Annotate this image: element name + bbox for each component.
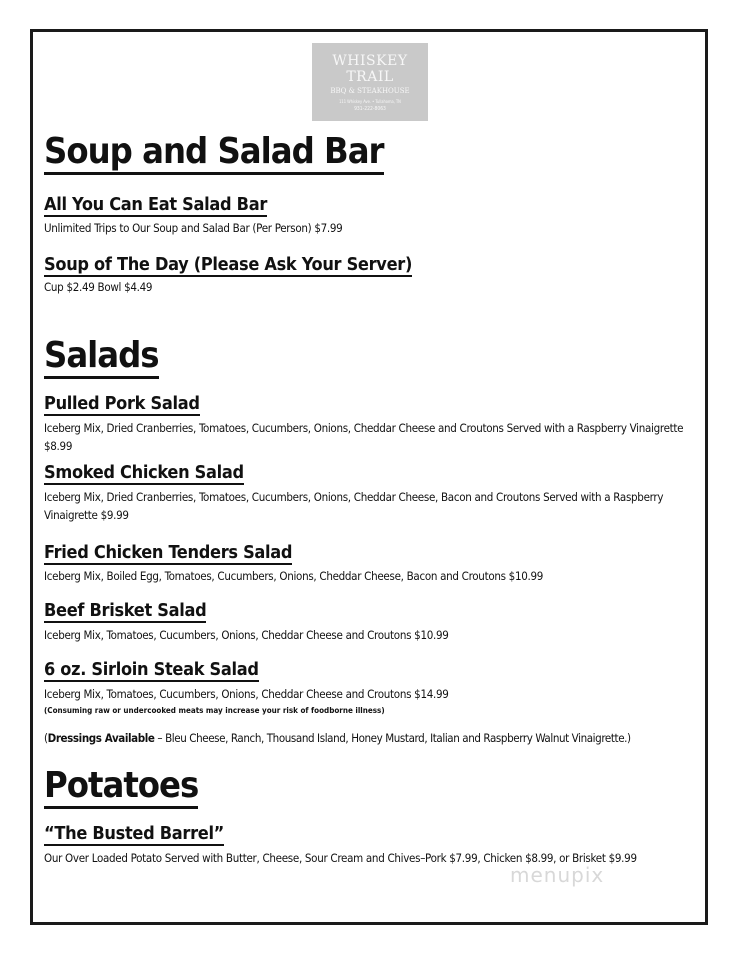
menu-item-desc: Iceberg Mix, Boiled Egg, Tomatoes, Cucumbers, Onions, Cheddar Cheese, Bacon and Croutons $10.99 xyxy=(44,569,544,583)
menu-item-desc: Iceberg Mix, Tomatoes, Cucumbers, Onions, Cheddar Cheese and Croutons $10.99 xyxy=(44,628,449,642)
menu-item-name: 6 oz. Sirloin Steak Salad xyxy=(44,659,259,680)
foodborne-disclaimer: (Consuming raw or undercooked meats may increase your risk of foodborne illness) xyxy=(44,706,385,715)
menu-item-desc: Iceberg Mix, Tomatoes, Cucumbers, Onions, Cheddar Cheese and Croutons $14.99 xyxy=(44,687,449,701)
menu-item-name: Beef Brisket Salad xyxy=(44,600,207,621)
menu-item-name: Soup of The Day (Please Ask Your Server) xyxy=(44,254,413,275)
menu-item-desc: Iceberg Mix, Dried Cranberries, Tomatoes, Cucumbers, Onions, Cheddar Cheese and Croutons Served with a Raspberry Vinaigrette $8.99 xyxy=(44,421,684,453)
logo-address: 111 Whiskey Ave. • Tullahoma, TN xyxy=(339,99,401,104)
section-heading-soup-salad: Soup and Salad Bar xyxy=(44,134,384,175)
menu-item-name: “The Busted Barrel” xyxy=(44,823,225,844)
dressings-list: Bleu Cheese, Ranch, Thousand Island, Honey Mustard, Italian and Raspberry Walnut Vinaigrette.) xyxy=(165,731,631,745)
menu-item-desc: Iceberg Mix, Dried Cranberries, Tomatoes, Cucumbers, Onions, Cheddar Cheese, Bacon and Croutons Served with a Raspberry Vinaigrette $9.99 xyxy=(44,490,664,522)
logo-subtitle: BBQ & STEAKHOUSE xyxy=(330,87,410,95)
menu-item-name: All You Can Eat Salad Bar xyxy=(44,194,268,215)
menu-item-name: Smoked Chicken Salad xyxy=(44,462,244,483)
logo-name: WHISKEY TRAIL xyxy=(332,53,408,85)
section-heading-potatoes: Potatoes xyxy=(44,768,198,809)
menu-item-desc: Unlimited Trips to Our Soup and Salad Bar (Per Person) $7.99 xyxy=(44,221,343,235)
watermark: menupix xyxy=(510,863,605,887)
menu-item-desc: Cup $2.49 Bowl $4.49 xyxy=(44,280,153,294)
menu-item-desc: Our Over Loaded Potato Served with Butter, Cheese, Sour Cream and Chives–Pork $7.99, Chicken $8.99, or Brisket $9.99 xyxy=(44,851,637,865)
restaurant-logo xyxy=(312,43,428,121)
logo-phone: 931-222-8063 xyxy=(354,106,386,112)
menu-item-name: Pulled Pork Salad xyxy=(44,393,200,414)
section-heading-salads: Salads xyxy=(44,338,159,379)
dressings-label: Dressings Available xyxy=(47,731,155,745)
dressings-note: (Dressings Available – Bleu Cheese, Ranch, Thousand Island, Honey Mustard, Italian and Raspberry Walnut Vinaigrette.) xyxy=(44,731,631,745)
menu-item-name: Fried Chicken Tenders Salad xyxy=(44,542,293,563)
